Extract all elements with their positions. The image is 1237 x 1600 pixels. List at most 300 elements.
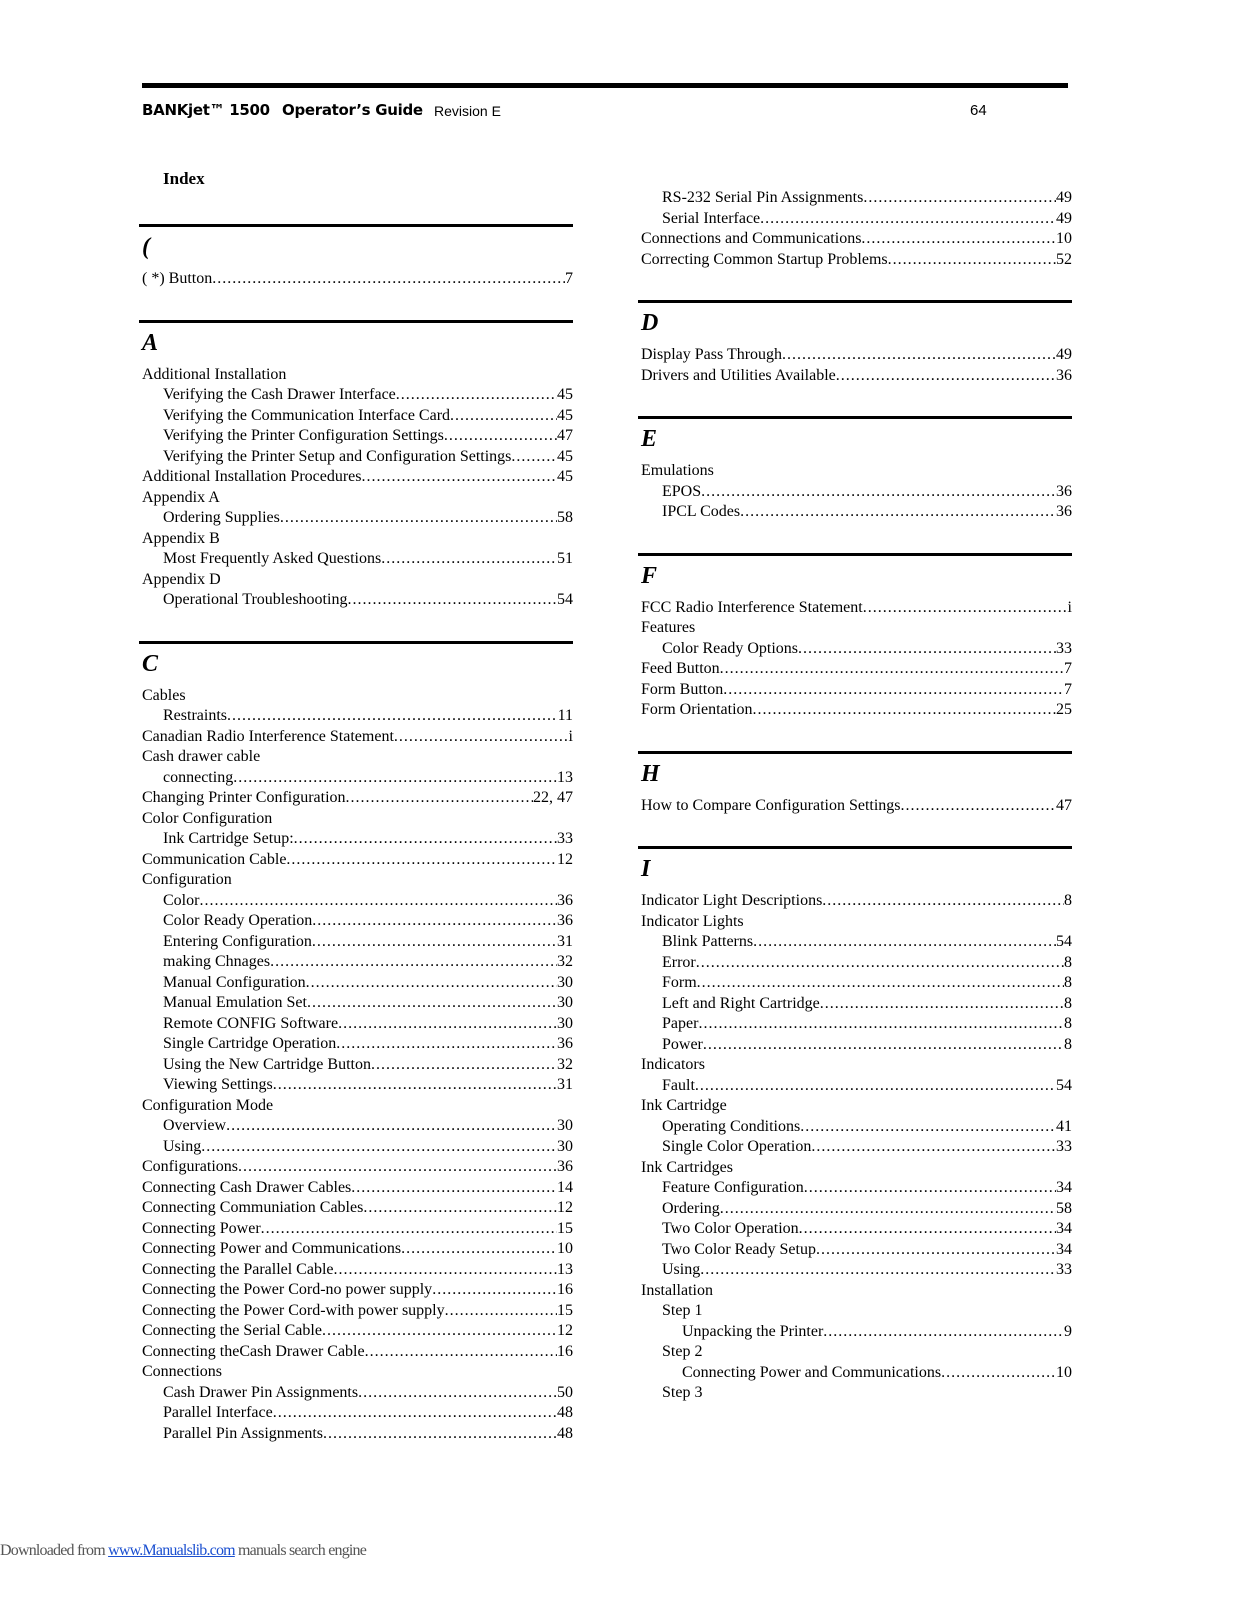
index-entry <box>142 1116 573 1137</box>
section-letter: C <box>142 650 159 677</box>
entry-page-number: 8 <box>1064 994 1072 1012</box>
index-entry <box>142 973 573 994</box>
entry-text: Remote CONFIG Software <box>163 1014 339 1032</box>
index-entry <box>641 250 1072 271</box>
entry-text: Step 2 <box>662 1343 703 1360</box>
index-entry <box>142 768 573 789</box>
dot-leader <box>720 1199 1056 1220</box>
dot-leader <box>226 1116 557 1137</box>
entry-page-number: 34 <box>1056 1240 1072 1258</box>
index-entry <box>142 747 573 768</box>
entry-text: ( *) Button <box>142 270 213 287</box>
index-entry <box>142 549 573 570</box>
entry-text: Parallel Pin Assignments <box>163 1424 323 1442</box>
entry-text: Configuration <box>142 871 232 888</box>
index-entry <box>142 993 573 1014</box>
index-entry <box>641 1178 1072 1199</box>
index-entry <box>641 1260 1072 1281</box>
dot-leader <box>432 1280 557 1301</box>
index-entry <box>641 639 1072 660</box>
dot-leader <box>334 1260 558 1281</box>
entry-page-number: 25 <box>1056 701 1072 718</box>
entry-page-number: 51 <box>557 550 573 567</box>
entry-page-number: 45 <box>557 468 573 485</box>
entry-page-number: 7 <box>565 270 573 287</box>
entry-text: How to Compare Configuration Settings <box>641 796 901 814</box>
dot-leader <box>701 482 1056 503</box>
entry-page-number: 45 <box>557 386 573 403</box>
index-entry <box>641 1055 1072 1076</box>
dot-leader <box>820 994 1064 1015</box>
dot-leader <box>294 829 557 850</box>
entry-text: Canadian Radio Interference Statement <box>142 727 394 745</box>
index-entry <box>142 385 573 406</box>
index-entry <box>142 467 573 488</box>
index-entry <box>641 1096 1072 1117</box>
entry-text: Form Orientation <box>641 701 753 718</box>
index-column-left <box>142 224 573 1444</box>
entry-page-number: 30 <box>557 1014 573 1032</box>
entry-text: Manual Configuration <box>163 973 306 991</box>
entry-page-number: 30 <box>557 1137 573 1155</box>
entry-page-number: 48 <box>557 1424 573 1442</box>
dot-leader <box>696 953 1064 974</box>
dot-leader <box>697 973 1064 994</box>
dot-leader <box>351 1178 557 1199</box>
dot-leader <box>836 366 1056 387</box>
entry-text: Operating Conditions <box>662 1117 801 1135</box>
section-rule <box>638 553 1072 556</box>
entry-text: Indicator Light Descriptions <box>641 892 823 909</box>
dot-leader <box>723 680 1064 701</box>
index-entry <box>641 932 1072 953</box>
entry-text: Drivers and Utilities Available <box>641 366 836 384</box>
section-letter: D <box>641 310 659 336</box>
index-entry <box>641 994 1072 1015</box>
index-entry <box>641 680 1072 701</box>
dot-leader <box>199 891 557 912</box>
entry-page-number: 45 <box>557 406 573 424</box>
index-entry <box>142 1424 573 1445</box>
dot-leader <box>401 1239 557 1260</box>
index-entry <box>142 570 573 591</box>
index-entry <box>142 788 573 809</box>
entry-page-number: 13 <box>557 768 573 786</box>
index-entry <box>142 1137 573 1158</box>
entry-page-number: 15 <box>557 1301 573 1319</box>
entry-page-number: 47 <box>557 427 573 444</box>
entry-text: Appendix A <box>142 488 220 506</box>
dot-leader <box>280 508 557 529</box>
entry-text: Connections <box>142 1363 222 1380</box>
entry-page-number: 10 <box>1056 1363 1072 1381</box>
dot-leader <box>347 590 557 611</box>
entry-text: making Chnages <box>163 953 271 970</box>
entry-page-number: 8 <box>1064 974 1072 991</box>
entry-text: connecting <box>163 768 234 786</box>
entry-page-number: 36 <box>557 1158 573 1175</box>
index-entry <box>142 870 573 891</box>
entry-text: Connections and Communications <box>641 230 862 247</box>
dot-leader <box>363 1198 557 1219</box>
entry-text: Single Cartridge Operation <box>163 1035 337 1052</box>
entry-text: Step 1 <box>662 1302 703 1319</box>
entry-text: Cables <box>142 686 186 704</box>
index-entry <box>142 1383 573 1404</box>
entry-page-number: 30 <box>557 973 573 991</box>
index-entry-list <box>142 365 573 611</box>
dot-leader <box>338 1014 557 1035</box>
index-entry <box>142 529 573 550</box>
index-entry <box>142 447 573 468</box>
entry-text: IPCL Codes <box>662 503 741 520</box>
dot-leader <box>700 1260 1056 1281</box>
dot-leader <box>941 1363 1056 1384</box>
dot-leader <box>816 1240 1056 1261</box>
entry-text: Connecting Cash Drawer Cables <box>142 1178 352 1196</box>
dot-leader <box>201 1137 557 1158</box>
dot-leader <box>358 1383 557 1404</box>
dot-leader <box>238 1157 557 1178</box>
dot-leader <box>811 1137 1056 1158</box>
dot-leader <box>261 1219 557 1240</box>
entry-text: Paper <box>662 1015 699 1032</box>
page-number: 64 <box>970 102 987 119</box>
index-entry <box>641 796 1072 817</box>
entry-page-number: 7 <box>1064 660 1072 677</box>
entry-text: Connecting the Parallel Cable <box>142 1260 334 1278</box>
entry-text: Power <box>662 1035 703 1053</box>
index-entry-list <box>641 598 1072 721</box>
section-letter: I <box>641 856 651 882</box>
entry-page-number: 33 <box>1056 1261 1072 1278</box>
dot-leader <box>312 911 557 932</box>
index-entry <box>142 1260 573 1281</box>
index-entry <box>142 686 573 707</box>
index-entry <box>142 1239 573 1260</box>
entry-page-number: 31 <box>557 932 573 950</box>
dot-leader <box>381 549 557 570</box>
index-entry-list <box>641 461 1072 523</box>
entry-page-number: 41 <box>1056 1117 1072 1135</box>
index-entry <box>641 598 1072 619</box>
entry-text: Color <box>163 891 200 909</box>
dot-leader <box>307 993 557 1014</box>
entry-text: Error <box>662 953 696 971</box>
dot-leader <box>322 1321 557 1342</box>
entry-page-number: 32 <box>557 1055 573 1073</box>
entry-page-number: 16 <box>557 1342 573 1360</box>
entry-text: Verifying the Printer Setup and Configuration Settings <box>163 447 512 465</box>
entry-page-number: 10 <box>557 1240 573 1257</box>
entry-page-number: 8 <box>1064 1015 1072 1032</box>
dot-leader <box>863 188 1056 209</box>
index-entry <box>142 952 573 973</box>
section-rule <box>139 641 573 644</box>
entry-page-number: 12 <box>557 850 573 868</box>
dot-leader <box>233 768 557 789</box>
index-entry <box>641 1240 1072 1261</box>
index-entry <box>142 365 573 386</box>
index-entry <box>641 209 1072 230</box>
index-entry <box>142 850 573 871</box>
entry-page-number: 15 <box>557 1219 573 1237</box>
index-entry <box>641 1076 1072 1097</box>
entry-text: Connecting Power <box>142 1219 261 1237</box>
dot-leader <box>396 385 557 406</box>
index-entry <box>142 488 573 509</box>
entry-text: Ink Cartridge <box>641 1097 727 1114</box>
entry-page-number: 36 <box>557 1035 573 1052</box>
entry-text: Display Pass Through <box>641 346 783 363</box>
index-entry <box>641 482 1072 503</box>
index-entry <box>142 727 573 748</box>
section-rule <box>638 300 1072 303</box>
entry-page-number: 30 <box>557 1117 573 1134</box>
entry-text: Installation <box>641 1281 713 1299</box>
index-entry-list <box>641 188 1072 270</box>
manualslib-link[interactable]: www.Manualslib.com <box>108 1542 235 1559</box>
entry-text: Manual Emulation Set <box>163 994 307 1011</box>
dot-leader <box>394 727 569 748</box>
entry-text: Connecting the Serial Cable <box>142 1322 322 1339</box>
dot-leader <box>760 209 1056 230</box>
index-entry <box>641 502 1072 523</box>
entry-page-number: i <box>568 727 573 745</box>
dot-leader <box>703 1035 1064 1056</box>
dot-leader <box>800 1117 1056 1138</box>
entry-page-number: 45 <box>557 447 573 465</box>
index-entry <box>142 590 573 611</box>
entry-text: Using the New Cartridge Button <box>163 1055 371 1073</box>
entry-text: Connecting the Power Cord-with power supply <box>142 1301 445 1319</box>
entry-page-number: 36 <box>557 891 573 909</box>
header-rule <box>142 83 1068 88</box>
entry-page-number: i <box>1067 598 1072 616</box>
index-entry <box>641 912 1072 933</box>
dot-leader <box>695 1076 1056 1097</box>
index-entry <box>142 829 573 850</box>
dot-leader <box>273 1075 557 1096</box>
entry-page-number: 30 <box>557 994 573 1011</box>
index-entry <box>142 1014 573 1035</box>
entry-page-number: 13 <box>557 1260 573 1278</box>
guide-title: Operator’s Guide <box>282 101 423 119</box>
entry-page-number: 16 <box>557 1281 573 1298</box>
dot-leader <box>798 639 1056 660</box>
index-entry <box>142 1075 573 1096</box>
entry-page-number: 34 <box>1056 1179 1072 1196</box>
entry-text: Single Color Operation <box>662 1138 812 1155</box>
entry-text: Connecting theCash Drawer Cable <box>142 1342 365 1360</box>
entry-page-number: 34 <box>1056 1220 1072 1237</box>
index-entry <box>641 1363 1072 1384</box>
page-header <box>142 101 1068 123</box>
entry-text: Viewing Settings <box>163 1076 273 1093</box>
entry-page-number: 11 <box>557 707 573 724</box>
dot-leader <box>227 706 558 727</box>
index-entry <box>142 1321 573 1342</box>
index-entry <box>641 1199 1072 1220</box>
entry-text: Verifying the Communication Interface Card <box>163 406 451 424</box>
dot-leader <box>753 700 1056 721</box>
entry-text: Form Button <box>641 680 724 698</box>
dot-leader <box>901 796 1056 817</box>
entry-text: RS-232 Serial Pin Assignments <box>662 189 864 206</box>
dot-leader <box>286 850 557 871</box>
entry-page-number: 33 <box>557 830 573 847</box>
index-entry <box>142 1342 573 1363</box>
index-entry <box>641 1219 1072 1240</box>
entry-page-number: 9 <box>1064 1322 1072 1340</box>
entry-text: Ink Cartridges <box>641 1158 733 1176</box>
dot-leader <box>270 952 557 973</box>
entry-text: Correcting Common Startup Problems <box>641 250 888 268</box>
entry-text: Feature Configuration <box>662 1179 804 1196</box>
dot-leader <box>336 1034 557 1055</box>
dot-leader <box>782 345 1056 366</box>
index-entry <box>142 426 573 447</box>
section-rule <box>638 416 1072 419</box>
entry-text: Left and Right Cartridge <box>662 994 820 1012</box>
entry-page-number: 7 <box>1064 680 1072 698</box>
entry-page-number: 10 <box>1056 230 1072 247</box>
entry-page-number: 8 <box>1064 1035 1072 1053</box>
dot-leader <box>740 502 1056 523</box>
entry-text: Operational Troubleshooting <box>163 591 348 608</box>
index-entry-list <box>142 686 573 1445</box>
entry-text: Ordering Supplies <box>163 509 280 526</box>
entry-text: Restraints <box>163 707 227 724</box>
entry-page-number: 50 <box>557 1383 573 1401</box>
entry-text: Ink Cartridge Setup: <box>163 830 294 847</box>
dot-leader <box>362 467 557 488</box>
dot-leader <box>371 1055 557 1076</box>
section-rule <box>638 751 1072 754</box>
dot-leader <box>444 426 557 447</box>
index-entry <box>641 891 1072 912</box>
entry-page-number: 8 <box>1064 892 1072 909</box>
entry-text: FCC Radio Interference Statement <box>641 598 863 616</box>
index-entry <box>641 953 1072 974</box>
entry-text: Fault <box>662 1076 695 1094</box>
entry-page-number: 58 <box>1056 1199 1072 1217</box>
index-entry-list <box>641 345 1072 386</box>
entry-text: Appendix D <box>142 570 221 588</box>
dot-leader <box>212 269 565 290</box>
entry-page-number: 12 <box>557 1322 573 1339</box>
entry-page-number: 54 <box>557 591 573 608</box>
entry-text: Indicator Lights <box>641 912 744 930</box>
index-entry <box>142 1055 573 1076</box>
index-entry-list <box>142 269 573 290</box>
dot-leader <box>822 891 1064 912</box>
dot-leader <box>863 598 1068 619</box>
index-entry <box>142 1403 573 1424</box>
entry-text: Serial Interface <box>662 209 761 227</box>
index-entry <box>142 1157 573 1178</box>
download-footer <box>0 1542 366 1560</box>
index-entry <box>641 1014 1072 1035</box>
entry-text: Two Color Operation <box>662 1220 799 1237</box>
entry-text: Changing Printer Configuration <box>142 789 346 806</box>
entry-page-number: 49 <box>1056 189 1072 206</box>
footer-prefix: Downloaded from <box>0 1542 109 1559</box>
section-letter: E <box>641 426 658 452</box>
index-entry <box>641 973 1072 994</box>
index-entry <box>142 1301 573 1322</box>
dot-leader <box>346 788 533 809</box>
section-rule <box>139 320 573 323</box>
index-entry <box>142 1362 573 1383</box>
entry-page-number: 47 <box>1056 796 1072 814</box>
dot-leader <box>511 447 557 468</box>
entry-page-number: 49 <box>1056 209 1072 227</box>
entry-page-number: 8 <box>1064 953 1072 971</box>
index-heading: Index <box>163 169 205 188</box>
entry-page-number: 33 <box>1056 1138 1072 1155</box>
index-entry <box>641 188 1072 209</box>
entry-text: Communication Cable <box>142 850 287 868</box>
entry-text: Form <box>662 974 697 991</box>
dot-leader <box>312 932 557 953</box>
dot-leader <box>450 406 557 427</box>
entry-text: Additional Installation Procedures <box>142 468 362 485</box>
entry-text: Color Configuration <box>142 809 273 827</box>
entry-page-number: 49 <box>1056 346 1072 363</box>
dot-leader <box>861 229 1056 250</box>
entry-text: Two Color Ready Setup <box>662 1240 816 1258</box>
section-letter: F <box>641 562 658 589</box>
section-letter: A <box>142 329 159 356</box>
revision-label: Revision E <box>434 103 501 119</box>
index-entry <box>641 700 1072 721</box>
section-letter: ( <box>142 234 150 260</box>
entry-text: Additional Installation <box>142 365 287 383</box>
index-entry-list <box>641 796 1072 817</box>
dot-leader <box>720 659 1064 680</box>
dot-leader <box>753 932 1056 953</box>
entry-text: Cash Drawer Pin Assignments <box>163 1383 359 1401</box>
entry-page-number: 14 <box>557 1178 573 1196</box>
entry-text: Using <box>163 1137 202 1155</box>
entry-text: Verifying the Cash Drawer Interface <box>163 386 396 403</box>
section-letter: H <box>641 760 660 787</box>
entry-page-number: 58 <box>557 509 573 526</box>
index-entry <box>641 345 1072 366</box>
index-entry <box>142 932 573 953</box>
index-entry <box>641 1322 1072 1343</box>
dot-leader <box>323 1424 557 1445</box>
product-name: BANKjet™ 1500 <box>142 101 270 119</box>
dot-leader <box>273 1403 557 1424</box>
entry-text: Color Ready Operation <box>163 912 313 929</box>
entry-text: Overview <box>163 1117 227 1134</box>
index-entry <box>142 508 573 529</box>
entry-page-number: 48 <box>557 1404 573 1421</box>
index-entry <box>142 706 573 727</box>
entry-text: Configuration Mode <box>142 1096 274 1114</box>
entry-page-number: 54 <box>1056 1076 1072 1094</box>
entry-text: Feed Button <box>641 660 720 677</box>
entry-page-number: 33 <box>1056 639 1072 657</box>
entry-text: Verifying the Printer Configuration Settings <box>163 427 444 444</box>
entry-page-number: 36 <box>1056 503 1072 520</box>
entry-text: Configurations <box>142 1158 238 1175</box>
entry-text: Using <box>662 1261 701 1278</box>
footer-suffix: manuals search engine <box>234 1542 367 1559</box>
dot-leader <box>445 1301 557 1322</box>
